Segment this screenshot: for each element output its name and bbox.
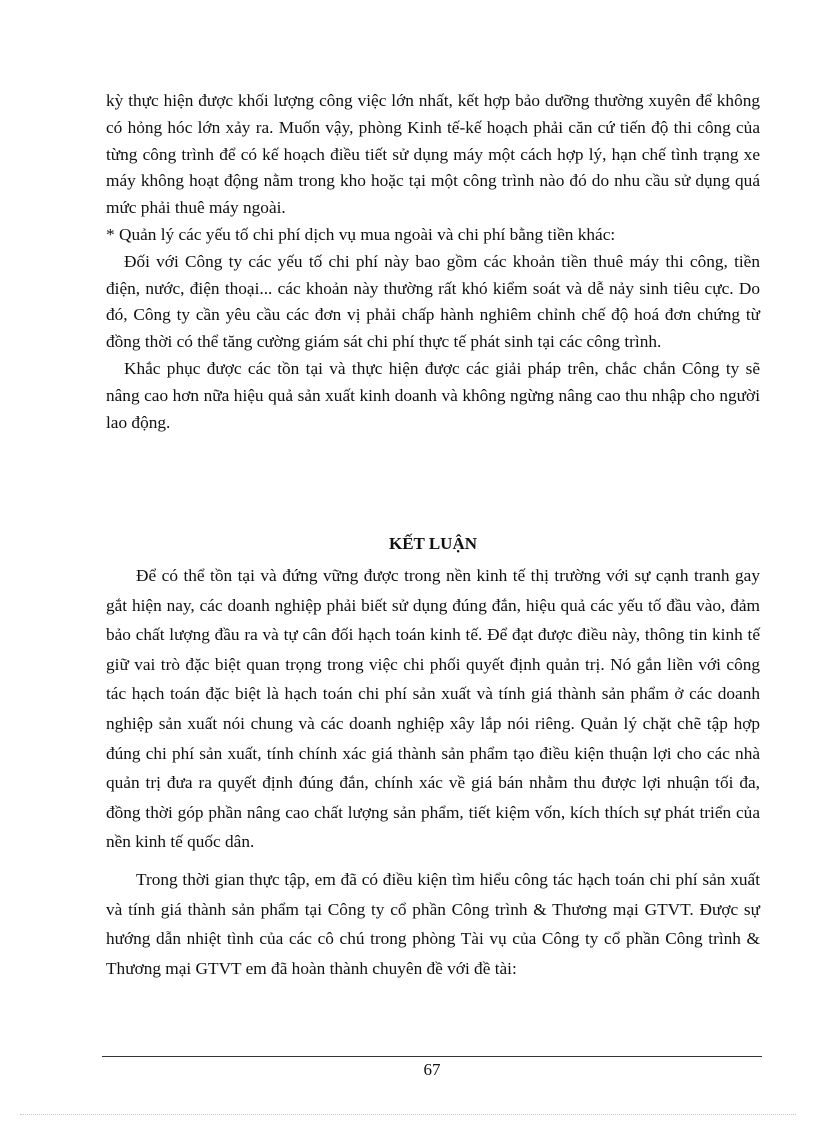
paragraph-service-costs: Đối với Công ty các yếu tố chi phí này bao gồm các khoản tiền thuê máy thi công, tiền điện, nước, điện thoại... các khoản này thường rất khó kiểm soát và dễ nảy sinh tiêu cực. Do đó, Công ty cần yêu cầu các đơn vị phải chấp hành nghiêm chỉnh chế độ hoá đơn chứng từ đồng thời có thể tăng cường giám sát chi phí thực tế phát sinh tại các công trình.: [106, 251, 760, 352]
page-number: 67: [423, 1060, 441, 1079]
footer-divider: [102, 1056, 762, 1057]
page-bottom-border: [20, 1114, 796, 1115]
body-text-top: [106, 88, 760, 436]
paragraph-service-costs-heading: * Quản lý các yếu tố chi phí dịch vụ mua ngoài và chi phí bằng tiền khác:: [106, 224, 616, 244]
conclusion-paragraph-2: Trong thời gian thực tập, em đã có điều kiện tìm hiểu công tác hạch toán chi phí sản xuất và tính giá thành sản phẩm tại Công ty cổ phần Công trình & Thương mại GTVT. Được sự hướng dẫn nhiệt tình của các cô chú trong phòng Tài vụ của Công ty cổ phần Công trình & Thương mại GTVT em đã hoàn thành chuyên đề với đề tài:: [106, 869, 760, 978]
paragraph-machine-maintenance: kỳ thực hiện được khối lượng công việc lớn nhất, kết hợp bảo dưỡng thường xuyên để không có hỏng hóc lớn xảy ra. Muốn vậy, phòng Kinh tế-kế hoạch phải căn cứ tiến độ thi công của từng công trình để có kế hoạch điều tiết sử dụng máy một cách hợp lý, hạn chế tình trạng xe máy không hoạt động nằm trong kho hoặc tại một công trình nào đó do nhu cầu sử dụng quá mức phải thuê máy ngoài.: [106, 91, 760, 218]
conclusion-heading: KẾT LUẬN: [388, 534, 477, 553]
conclusion-paragraph-1: Để có thể tồn tại và đứng vững được trong nền kinh tế thị trường với sự cạnh tranh gay gắt hiện nay, các doanh nghiệp phải biết sử dụng đúng đắn, hiệu quả các yếu tố đầu vào, đảm bảo chất lượng đầu ra và tự cân đối hạch toán kinh tế. Để đạt được điều này, thông tin kinh tế giữ vai trò đặc biệt quan trọng trong việc chi phối quyết định quản trị. Nó gắn liền với công tác hạch toán đặc biệt là hạch toán chi phí sản xuất và tính giá thành sản phẩm ở các doanh nghiệp sản xuất nói chung và các doanh nghiệp xây lắp nói riêng. Quản lý chặt chẽ tập hợp đúng chi phí sản xuất, tính chính xác giá thành sản phẩm tạo điều kiện thuận lợi cho các nhà quản trị đưa ra quyết định đúng đắn, chính xác về giá bán nhằm thu được lợi nhuận tối đa, đồng thời góp phần nâng cao chất lượng sản phẩm, tiết kiệm vốn, kích thích sự phát triển của nền kinh tế quốc dân.: [106, 566, 760, 852]
paragraph-overcome-issues: Khắc phục được các tồn tại và thực hiện được các giải pháp trên, chắc chắn Công ty sẽ nâng cao hơn nữa hiệu quả sản xuất kinh doanh và không ngừng nâng cao thu nhập cho người lao động.: [106, 358, 760, 432]
conclusion-section: [106, 531, 760, 983]
